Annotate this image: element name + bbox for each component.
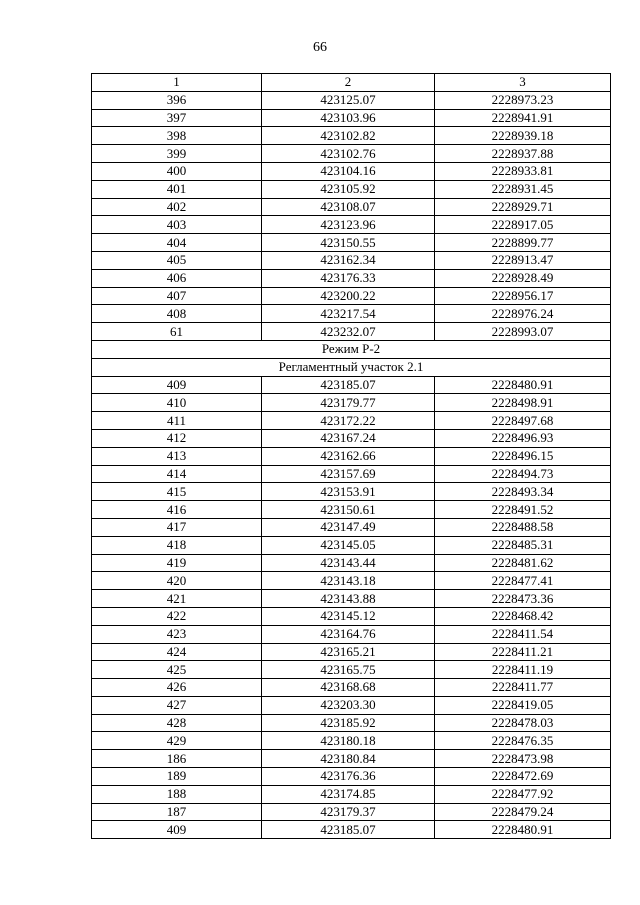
table-cell: 423157.69 bbox=[262, 465, 435, 483]
table-cell: 2228419.05 bbox=[435, 696, 611, 714]
table-row bbox=[92, 821, 611, 839]
table-cell: 403 bbox=[92, 216, 262, 234]
table-cell: 420 bbox=[92, 572, 262, 590]
page-number: 66 bbox=[313, 40, 327, 55]
table-row bbox=[92, 234, 611, 252]
table-cell: 401 bbox=[92, 180, 262, 198]
table-row bbox=[92, 269, 611, 287]
table-cell: 2228496.93 bbox=[435, 429, 611, 447]
table-cell: 2228477.92 bbox=[435, 785, 611, 803]
table-row bbox=[92, 572, 611, 590]
table-row bbox=[92, 661, 611, 679]
table-row bbox=[92, 180, 611, 198]
table-cell: 423108.07 bbox=[262, 198, 435, 216]
table-row bbox=[92, 732, 611, 750]
mode-row bbox=[92, 340, 611, 358]
table-cell: 423176.33 bbox=[262, 269, 435, 287]
table-cell: 189 bbox=[92, 768, 262, 786]
table-cell: 188 bbox=[92, 785, 262, 803]
table-cell: 408 bbox=[92, 305, 262, 323]
table-row bbox=[92, 251, 611, 269]
table-cell: 412 bbox=[92, 429, 262, 447]
table-cell: 2228491.52 bbox=[435, 501, 611, 519]
table-cell: 2228479.24 bbox=[435, 803, 611, 821]
table-cell: 2228478.03 bbox=[435, 714, 611, 732]
table-cell: 423105.92 bbox=[262, 180, 435, 198]
table-cell: 2228473.98 bbox=[435, 750, 611, 768]
table-cell: 423176.36 bbox=[262, 768, 435, 786]
table-cell: 423165.21 bbox=[262, 643, 435, 661]
table-cell: 425 bbox=[92, 661, 262, 679]
table-cell: 416 bbox=[92, 501, 262, 519]
table-cell: 2228411.54 bbox=[435, 625, 611, 643]
table-row bbox=[92, 91, 611, 109]
table-row bbox=[92, 216, 611, 234]
table-row bbox=[92, 323, 611, 341]
table-row bbox=[92, 607, 611, 625]
table-cell: 404 bbox=[92, 234, 262, 252]
table-cell: 423162.34 bbox=[262, 251, 435, 269]
table-cell: 1 bbox=[92, 74, 262, 92]
table-cell: 423185.07 bbox=[262, 376, 435, 394]
table-row bbox=[92, 803, 611, 821]
table-row bbox=[92, 643, 611, 661]
table-cell: 186 bbox=[92, 750, 262, 768]
table-cell: 2228493.34 bbox=[435, 483, 611, 501]
table-row bbox=[92, 162, 611, 180]
table-cell: 2 bbox=[262, 74, 435, 92]
table-cell: 2228976.24 bbox=[435, 305, 611, 323]
table-cell: 187 bbox=[92, 803, 262, 821]
table-cell: 2228937.88 bbox=[435, 145, 611, 163]
table-cell: 427 bbox=[92, 696, 262, 714]
table-cell: 423102.76 bbox=[262, 145, 435, 163]
table-cell: 423203.30 bbox=[262, 696, 435, 714]
table-row bbox=[92, 145, 611, 163]
table-cell: 3 bbox=[435, 74, 611, 92]
table-cell: 398 bbox=[92, 127, 262, 145]
table-cell: 2228480.91 bbox=[435, 821, 611, 839]
table-cell: 409 bbox=[92, 821, 262, 839]
coordinates-table bbox=[91, 73, 611, 839]
table-row bbox=[92, 287, 611, 305]
table-cell: 407 bbox=[92, 287, 262, 305]
table-cell: 423145.12 bbox=[262, 607, 435, 625]
table-row bbox=[92, 127, 611, 145]
table-cell: 2228488.58 bbox=[435, 518, 611, 536]
table-cell: 2228411.19 bbox=[435, 661, 611, 679]
table-row bbox=[92, 536, 611, 554]
table-cell: 422 bbox=[92, 607, 262, 625]
table-row bbox=[92, 714, 611, 732]
table-cell: 423232.07 bbox=[262, 323, 435, 341]
table-row bbox=[92, 376, 611, 394]
table-cell: 421 bbox=[92, 590, 262, 608]
table-cell: 2228913.47 bbox=[435, 251, 611, 269]
table-cell: 396 bbox=[92, 91, 262, 109]
table-cell: 402 bbox=[92, 198, 262, 216]
table-cell: 397 bbox=[92, 109, 262, 127]
table-cell: 423174.85 bbox=[262, 785, 435, 803]
table-row bbox=[92, 429, 611, 447]
table-cell: 405 bbox=[92, 251, 262, 269]
table-cell: 2228481.62 bbox=[435, 554, 611, 572]
table-row bbox=[92, 483, 611, 501]
table-cell: 2228477.41 bbox=[435, 572, 611, 590]
table-row bbox=[92, 750, 611, 768]
table-cell: 61 bbox=[92, 323, 262, 341]
table-cell: 423168.68 bbox=[262, 679, 435, 697]
table-row bbox=[92, 554, 611, 572]
table-cell: 2228473.36 bbox=[435, 590, 611, 608]
table-row bbox=[92, 785, 611, 803]
table-cell: 2228956.17 bbox=[435, 287, 611, 305]
table-cell: 423162.66 bbox=[262, 447, 435, 465]
table-cell: 423180.84 bbox=[262, 750, 435, 768]
mode-row-label: Режим Р-2 bbox=[92, 340, 611, 358]
table-cell: 423153.91 bbox=[262, 483, 435, 501]
table-cell: 2228485.31 bbox=[435, 536, 611, 554]
coordinates-table-body bbox=[92, 74, 611, 839]
table-cell: 409 bbox=[92, 376, 262, 394]
table-cell: 423164.76 bbox=[262, 625, 435, 643]
table-cell: 2228476.35 bbox=[435, 732, 611, 750]
table-row bbox=[92, 465, 611, 483]
table-header-row bbox=[92, 74, 611, 92]
table-cell: 399 bbox=[92, 145, 262, 163]
table-cell: 2228941.91 bbox=[435, 109, 611, 127]
table-cell: 428 bbox=[92, 714, 262, 732]
table-cell: 424 bbox=[92, 643, 262, 661]
table-cell: 423104.16 bbox=[262, 162, 435, 180]
table-row bbox=[92, 518, 611, 536]
table-cell: 423172.22 bbox=[262, 412, 435, 430]
table-cell: 429 bbox=[92, 732, 262, 750]
table-cell: 423143.88 bbox=[262, 590, 435, 608]
table-cell: 423102.82 bbox=[262, 127, 435, 145]
table-cell: 423 bbox=[92, 625, 262, 643]
table-cell: 2228411.77 bbox=[435, 679, 611, 697]
table-cell: 423150.61 bbox=[262, 501, 435, 519]
table-cell: 2228497.68 bbox=[435, 412, 611, 430]
table-cell: 423150.55 bbox=[262, 234, 435, 252]
table-cell: 426 bbox=[92, 679, 262, 697]
table-row bbox=[92, 590, 611, 608]
table-cell: 423200.22 bbox=[262, 287, 435, 305]
table-cell: 423167.24 bbox=[262, 429, 435, 447]
table-cell: 2228929.71 bbox=[435, 198, 611, 216]
table-cell: 423165.75 bbox=[262, 661, 435, 679]
table-cell: 410 bbox=[92, 394, 262, 412]
table-cell: 2228498.91 bbox=[435, 394, 611, 412]
section-row-label: Регламентный участок 2.1 bbox=[92, 358, 611, 376]
table-cell: 2228494.73 bbox=[435, 465, 611, 483]
table-cell: 2228411.21 bbox=[435, 643, 611, 661]
section-row bbox=[92, 358, 611, 376]
table-cell: 2228917.05 bbox=[435, 216, 611, 234]
table-cell: 400 bbox=[92, 162, 262, 180]
table-cell: 2228899.77 bbox=[435, 234, 611, 252]
table-cell: 2228468.42 bbox=[435, 607, 611, 625]
table-row bbox=[92, 394, 611, 412]
table-cell: 415 bbox=[92, 483, 262, 501]
table-cell: 2228993.07 bbox=[435, 323, 611, 341]
table-cell: 418 bbox=[92, 536, 262, 554]
table-cell: 411 bbox=[92, 412, 262, 430]
table-row bbox=[92, 412, 611, 430]
table-cell: 423217.54 bbox=[262, 305, 435, 323]
table-cell: 423147.49 bbox=[262, 518, 435, 536]
table-row bbox=[92, 625, 611, 643]
table-cell: 423143.18 bbox=[262, 572, 435, 590]
table-cell: 423143.44 bbox=[262, 554, 435, 572]
table-cell: 423180.18 bbox=[262, 732, 435, 750]
table-cell: 2228931.45 bbox=[435, 180, 611, 198]
table-cell: 417 bbox=[92, 518, 262, 536]
table-cell: 423103.96 bbox=[262, 109, 435, 127]
table-cell: 2228933.81 bbox=[435, 162, 611, 180]
table-cell: 423125.07 bbox=[262, 91, 435, 109]
table-cell: 2228472.69 bbox=[435, 768, 611, 786]
table-row bbox=[92, 447, 611, 465]
table-cell: 423179.37 bbox=[262, 803, 435, 821]
table-row bbox=[92, 679, 611, 697]
table-row bbox=[92, 501, 611, 519]
table-cell: 414 bbox=[92, 465, 262, 483]
table-cell: 423145.05 bbox=[262, 536, 435, 554]
table-row bbox=[92, 198, 611, 216]
table-cell: 423185.92 bbox=[262, 714, 435, 732]
table-cell: 2228928.49 bbox=[435, 269, 611, 287]
table-row bbox=[92, 109, 611, 127]
table-row bbox=[92, 696, 611, 714]
table-row bbox=[92, 768, 611, 786]
table-cell: 2228939.18 bbox=[435, 127, 611, 145]
table-cell: 413 bbox=[92, 447, 262, 465]
table-cell: 2228480.91 bbox=[435, 376, 611, 394]
table-cell: 423179.77 bbox=[262, 394, 435, 412]
table-cell: 423185.07 bbox=[262, 821, 435, 839]
table-cell: 2228496.15 bbox=[435, 447, 611, 465]
table-cell: 419 bbox=[92, 554, 262, 572]
table-cell: 423123.96 bbox=[262, 216, 435, 234]
table-cell: 2228973.23 bbox=[435, 91, 611, 109]
table-cell: 406 bbox=[92, 269, 262, 287]
table-row bbox=[92, 305, 611, 323]
